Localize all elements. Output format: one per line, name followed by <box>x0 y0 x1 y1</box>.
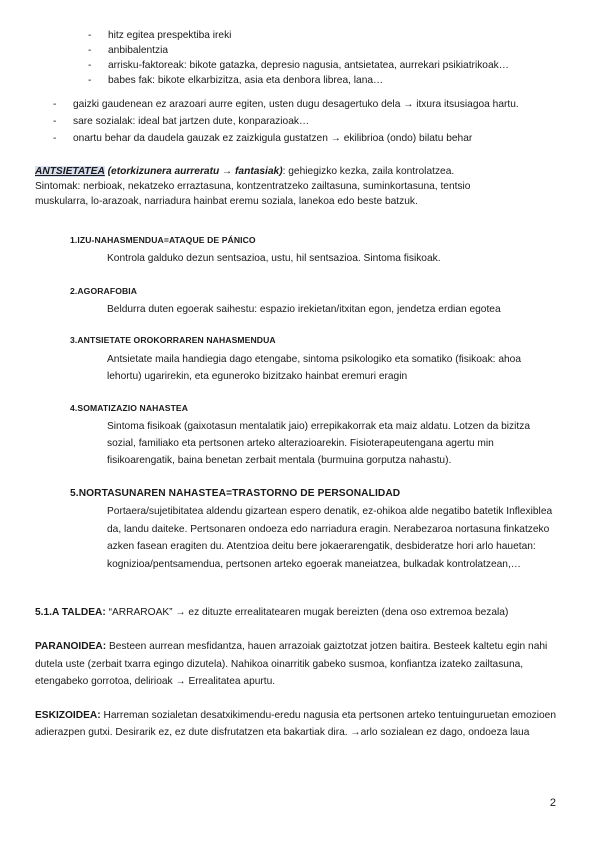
page-number: 2 <box>549 797 556 809</box>
section-heading: 5.NORTASUNAREN NAHASTEA=TRASTORNO DE PERSONALIDAD <box>70 488 401 499</box>
section-heading: 3.ANTSIETATE OROKORRAREN NAHASMENDUA <box>70 335 276 345</box>
section-heading: 4.SOMATIZAZIO NAHASTEA <box>70 403 189 413</box>
symptoms-line: Sintomak: nerbioak, nekatzeko erraztasuna, kontzentratzeko zailtasuna, suminkortasuna, tentsio <box>35 181 471 192</box>
section-body: Beldurra duten egoerak saihestu: espazio irekietan/itxitan egon, jendetza erdian egotea <box>107 304 501 315</box>
bullet-list <box>0 96 560 147</box>
group-text: “ARRAROAK” → ez dituzte errealitatearen mugak bereizten (dena oso extremoa bezala) <box>108 607 509 618</box>
symptoms-line: muskularra, lo-arazoak, narriadura hainbat eremu soziala, lanekoa edo beste batzuk. <box>35 196 418 207</box>
section-body: Portaera/sujetibitatea aldendu gizartean espero denatik, ez-ohikoa alde negatibo batetik Inflexiblea da, landu daiteke. Pertsonaren ondoeza edo narriadura eragin. Nerabezaroa nortasuna finkatzeko azken fasean eragiten du. Atentzioa deitu bere jokaerarengatik, desbideratze hori arlo hauetan: kognizioa/pentsamendua, pertsonen arteko egoerak maneiatzea, bulkadak kontrolatzean,… <box>107 506 553 570</box>
list-item: - onartu behar da daudela gauzak ez zaizkigula gustatzen → ekilibrioa (ondo) bilatu behar <box>0 130 560 147</box>
section-3 <box>35 333 560 385</box>
group-a-paragraph <box>35 604 560 621</box>
intro-paragraph <box>35 164 560 209</box>
section-body: Antsietate maila handiegia dago etengabe, sintoma psikologiko eta somatiko (fisikoak: ahoa lehortu) ugarirekin, eta eguneroko bizitzako hainbat eremuri eragin <box>107 354 521 382</box>
section-title: ANTSIETATEA <box>35 166 105 177</box>
term-text: Besteen aurrean mesfidantza, hauen arrazoiak gaiztotzat jotzen baitira. Besteek kaltetu egin nahi dutela uste (zerbait txarra egingo dizutela). Nahikoa oinarritik gabeko susmoa, konfiantza izateko zailtasuna, etengabeko gorrotoa, delirioak → Errealitatea apurtu. <box>35 641 548 687</box>
section-body: Kontrola galduko dezun sentsazioa, ustu, hil sentsazioa. Sintoma fisikoak. <box>107 253 441 264</box>
definition-text: : gehiegizko kezka, zaila kontrolatzea. <box>282 166 455 177</box>
section-heading: 2.AGORAFOBIA <box>70 286 138 296</box>
list-item: - gaizki gaudenean ez arazoari aurre egiten, usten dugu desagertuko dela → itxura itsusiagoa hartu. <box>0 96 560 113</box>
term-label: ESKIZOIDEA: <box>35 710 101 721</box>
section-heading: 1.IZU-NAHASMENDUA=ATAQUE DE PÁNICO <box>70 235 256 245</box>
list-item: - babes fak: bikote elkarbizitza, asia eta denbora librea, lana… <box>0 73 560 88</box>
term-text: Harreman sozialetan desatxikimendu-eredu nagusia eta pertsonen arteko tentuinguruetan emozioen adierazpen gutxi. Desirarik ez, ez dute disfrutatzen eta bakartiak dira. →arlo sozialean ez dago, ondoeza laua <box>35 710 557 738</box>
paranoid-paragraph <box>35 638 560 691</box>
section-body: Sintoma fisikoak (gaixotasun mentalatik jaio) errepikakorrak eta maiz aldatu. Lotzen da bizitza sozial, familiako eta pertsonen arteko alterazioarekin. Fisioterapeutengana agertu min fisikoarengatik, baina benetan zerbait mentala (burmuina gorputza nahastu). <box>107 421 530 466</box>
section-4 <box>35 401 560 469</box>
section-5 <box>35 486 560 573</box>
section-subtitle: (etorkizunera aurreratu → fantasiak) <box>107 166 283 177</box>
list-item: - anbibalentzia <box>0 43 560 58</box>
list-item: - arrisku-faktoreak: bikote gatazka, depresio nagusia, antsietatea, aurrekari psikiatrikoak… <box>0 58 560 73</box>
sub-bullet-list <box>0 28 560 88</box>
list-item: - hitz egitea prespektiba ireki <box>0 28 560 43</box>
term-label: PARANOIDEA: <box>35 641 107 652</box>
section-1 <box>35 233 560 266</box>
list-item: - sare sozialak: ideal bat jartzen dute, konparazioak… <box>0 113 560 130</box>
group-label: 5.1.A TALDEA: <box>35 607 106 618</box>
schizoid-paragraph <box>35 707 560 741</box>
section-2 <box>35 284 560 317</box>
